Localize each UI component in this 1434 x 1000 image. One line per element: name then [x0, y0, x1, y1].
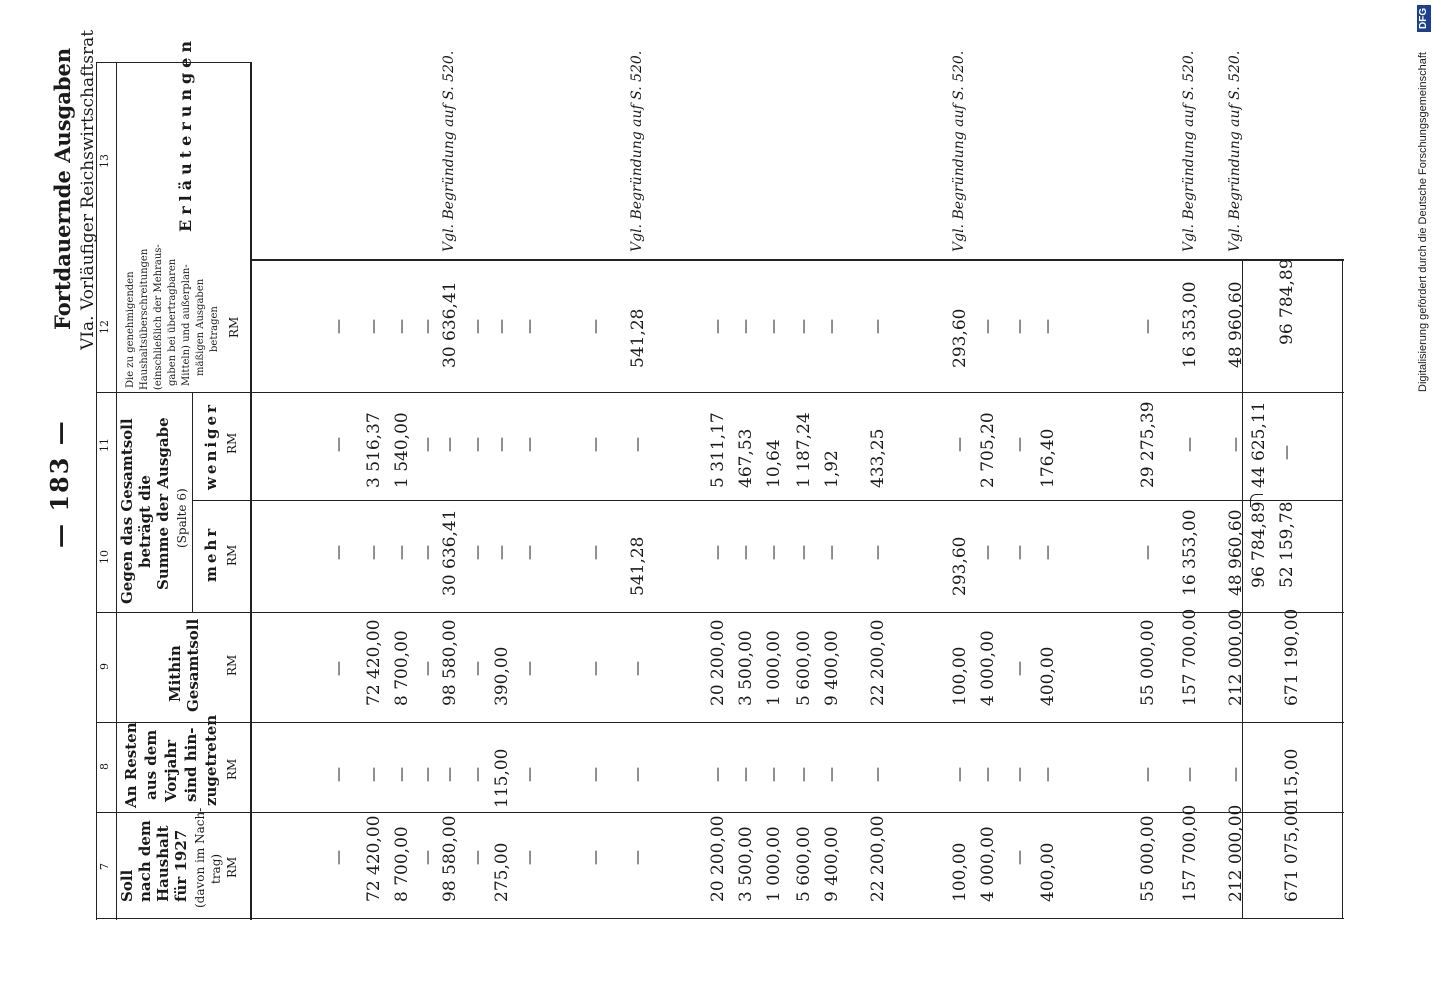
cell-soll: 400,00 — [1038, 842, 1058, 902]
total-mehr-net: 52 159,78 — [1277, 501, 1297, 588]
colnum-7: 7 — [98, 863, 111, 870]
cell-mehr: — — [868, 545, 886, 560]
cell-note: Vgl. Begründung auf S. 520. — [1181, 50, 1197, 252]
cell-reste: — — [418, 767, 436, 782]
cell-weniger: — — [468, 437, 486, 452]
cell-mehr: 293,60 — [950, 536, 970, 596]
cell-gesamtsoll: — — [628, 661, 646, 676]
cell-gesamtsoll: 390,00 — [492, 646, 512, 706]
cell-gesamtsoll: — — [329, 661, 347, 676]
cell-ueber: 293,60 — [950, 308, 970, 368]
cell-ueber: — — [978, 319, 996, 334]
header-weniger: weniger — [202, 402, 220, 490]
cell-weniger: 176,40 — [1038, 428, 1058, 488]
cell-ueber: — — [764, 319, 782, 334]
cell-note: Vgl. Begründung auf S. 520. — [441, 50, 457, 252]
cell-mehr: — — [364, 545, 382, 560]
cell-reste: — — [520, 767, 538, 782]
cell-soll: 72 420,00 — [364, 815, 384, 902]
cell-ueber: — — [708, 319, 726, 334]
cell-gesamtsoll: — — [586, 661, 604, 676]
cell-mehr: — — [392, 545, 410, 560]
cell-reste: — — [1138, 767, 1156, 782]
cell-gesamtsoll: 212 000,00 — [1226, 608, 1246, 706]
cell-soll: 9 400,00 — [822, 826, 842, 902]
cell-mehr: — — [764, 545, 782, 560]
cell-soll: — — [628, 850, 646, 865]
cell-soll: 275,00 — [492, 842, 512, 902]
cell-weniger: — — [1010, 437, 1028, 452]
cell-soll: 55 000,00 — [1138, 815, 1158, 902]
cell-soll: 157 700,00 — [1180, 804, 1200, 902]
cell-reste: — — [628, 767, 646, 782]
cell-gesamtsoll: 1 000,00 — [764, 630, 784, 706]
cell-reste: — — [794, 767, 812, 782]
cell-soll: — — [329, 850, 347, 865]
cell-gesamtsoll: 100,00 — [950, 646, 970, 706]
cell-ueber: — — [468, 319, 486, 334]
cell-mehr: 16 353,00 — [1180, 509, 1200, 596]
cell-soll: 100,00 — [950, 842, 970, 902]
cell-gesamtsoll: — — [1010, 661, 1028, 676]
cell-reste: — — [950, 767, 968, 782]
cell-mehr: — — [1138, 545, 1156, 560]
dfg-logo: DFG — [1417, 5, 1431, 32]
cell-soll: 98 580,00 — [440, 815, 460, 902]
cell-mehr: — — [1010, 545, 1028, 560]
cell-weniger: — — [418, 437, 436, 452]
header-mehr: mehr — [202, 525, 220, 582]
cell-reste: — — [364, 767, 382, 782]
cell-gesamtsoll: 157 700,00 — [1180, 608, 1200, 706]
total-mehr: 96 784,89 — [1249, 501, 1269, 588]
cell-ueber: — — [1010, 319, 1028, 334]
cell-gesamtsoll: 55 000,00 — [1138, 619, 1158, 706]
cell-ueber: — — [868, 319, 886, 334]
cell-weniger: 1,92 — [822, 450, 842, 488]
cell-weniger: — — [492, 437, 510, 452]
cell-weniger: — — [1180, 437, 1198, 452]
cell-reste: — — [978, 767, 996, 782]
footer-credit: Digitalisierung gefördert durch die Deutsche Forschungsgemeinschaft — [1417, 52, 1429, 392]
cell-soll: 20 200,00 — [708, 815, 728, 902]
cell-reste: — — [868, 767, 886, 782]
section-subtitle: VIa. Vorläufiger Reichswirtschaftsrat — [78, 29, 98, 350]
cell-ueber: — — [794, 319, 812, 334]
cell-mehr: 541,28 — [628, 536, 648, 596]
cell-mehr: — — [736, 545, 754, 560]
cell-soll: — — [418, 850, 436, 865]
cell-gesamtsoll: 20 200,00 — [708, 619, 728, 706]
cell-weniger: 29 275,39 — [1138, 401, 1158, 488]
cell-mehr: — — [492, 545, 510, 560]
cell-mehr: — — [418, 545, 436, 560]
cell-reste: 115,00 — [492, 748, 512, 808]
colnum-11: 11 — [98, 438, 111, 452]
rule-table-end — [1342, 259, 1343, 919]
cell-gesamtsoll: — — [520, 661, 538, 676]
rule-top-edge — [96, 62, 97, 920]
cell-weniger: 1 540,00 — [392, 412, 412, 488]
cell-ueber: — — [364, 319, 382, 334]
rule-c10-c11 — [192, 500, 1342, 501]
cell-reste: — — [329, 767, 347, 782]
cell-soll: 8 700,00 — [392, 826, 412, 902]
cell-gesamtsoll: 400,00 — [1038, 646, 1058, 706]
rule-header-bottom — [250, 62, 252, 920]
cell-weniger: 10,64 — [764, 439, 784, 488]
cell-soll: 5 600,00 — [794, 826, 814, 902]
total-weniger: 44 625,11 — [1249, 401, 1269, 488]
cell-mehr: — — [822, 545, 840, 560]
total-reste: 115,00 — [1282, 748, 1302, 808]
cell-mehr: — — [794, 545, 812, 560]
cell-gesamtsoll: 22 200,00 — [868, 619, 888, 706]
page-number: — 183 — — [45, 419, 74, 548]
cell-gesamtsoll: 5 600,00 — [794, 630, 814, 706]
colnum-12: 12 — [98, 320, 111, 334]
cell-gesamtsoll: 4 000,00 — [978, 630, 998, 706]
cell-reste: — — [586, 767, 604, 782]
cell-weniger: 5 311,17 — [708, 412, 728, 488]
cell-weniger: 3 516,37 — [364, 412, 384, 488]
cell-gesamtsoll: 9 400,00 — [822, 630, 842, 706]
cell-weniger: — — [950, 437, 968, 452]
rule-subheader — [192, 392, 193, 612]
rule-c9-c10 — [96, 612, 1344, 613]
cell-mehr: 30 636,41 — [440, 509, 460, 596]
rule-c11-c12 — [96, 392, 1344, 393]
cell-reste: — — [468, 767, 486, 782]
cell-mehr: — — [1038, 545, 1056, 560]
total-gesamtsoll: 671 190,00 — [1282, 608, 1302, 706]
cell-soll: 22 200,00 — [868, 815, 888, 902]
cell-reste: — — [392, 767, 410, 782]
rule-right-edge — [96, 62, 250, 63]
total-ueber: 96 784,89 — [1277, 258, 1297, 345]
cell-reste: — — [1038, 767, 1056, 782]
cell-ueber: 16 353,00 — [1180, 281, 1200, 368]
cell-soll: 1 000,00 — [764, 826, 784, 902]
cell-weniger: 467,53 — [736, 428, 756, 488]
cell-ueber: — — [586, 319, 604, 334]
cell-ueber: 48 960,60 — [1226, 281, 1246, 368]
cell-reste: — — [1180, 767, 1198, 782]
colnum-9: 9 — [98, 663, 111, 670]
cell-weniger: — — [1226, 437, 1244, 452]
cell-soll: 4 000,00 — [978, 826, 998, 902]
cell-ueber: — — [822, 319, 840, 334]
cell-mehr: 48 960,60 — [1226, 509, 1246, 596]
cell-note: Vgl. Begründung auf S. 520. — [629, 50, 645, 252]
cell-weniger: — — [586, 437, 604, 452]
cell-reste: — — [764, 767, 782, 782]
cell-soll: — — [1010, 850, 1028, 865]
rule-colnum-row — [116, 62, 117, 920]
cell-ueber: — — [520, 319, 538, 334]
cell-soll: 3 500,00 — [736, 826, 756, 902]
cell-gesamtsoll: — — [418, 661, 436, 676]
cell-ueber: 541,28 — [628, 308, 648, 368]
cell-weniger: — — [440, 437, 458, 452]
cell-ueber: — — [418, 319, 436, 334]
cell-soll: — — [468, 850, 486, 865]
cell-gesamtsoll: — — [468, 661, 486, 676]
cell-ueber: — — [329, 319, 347, 334]
cell-soll: — — [520, 850, 538, 865]
cell-ueber: — — [492, 319, 510, 334]
rule-c7-c8 — [96, 812, 1344, 813]
cell-gesamtsoll: 98 580,00 — [440, 619, 460, 706]
cell-mehr: — — [978, 545, 996, 560]
cell-gesamtsoll: 8 700,00 — [392, 630, 412, 706]
cell-reste: — — [736, 767, 754, 782]
cell-note: Vgl. Begründung auf S. 520. — [951, 50, 967, 252]
rule-left-edge — [96, 918, 1344, 919]
cell-mehr: — — [708, 545, 726, 560]
cell-ueber: — — [1138, 319, 1156, 334]
cell-weniger: — — [628, 437, 646, 452]
cell-reste: — — [1226, 767, 1244, 782]
cell-mehr: — — [586, 545, 604, 560]
cell-gesamtsoll: 72 420,00 — [364, 619, 384, 706]
cell-weniger: 1 187,24 — [794, 412, 814, 488]
total-weniger-net: — — [1277, 445, 1295, 460]
cell-mehr: — — [520, 545, 538, 560]
rule-c12-c13 — [250, 259, 1344, 261]
colnum-10: 10 — [98, 550, 111, 564]
cell-mehr: — — [468, 545, 486, 560]
cell-note: Vgl. Begründung auf S. 520. — [1227, 50, 1243, 252]
cell-mehr: — — [329, 545, 347, 560]
cell-gesamtsoll: 3 500,00 — [736, 630, 756, 706]
section-title: Fortdauernde Ausgaben — [50, 47, 75, 330]
cell-reste: — — [822, 767, 840, 782]
cell-weniger: 433,25 — [868, 428, 888, 488]
cell-reste: — — [440, 767, 458, 782]
cell-ueber: — — [1038, 319, 1056, 334]
cell-reste: — — [708, 767, 726, 782]
cell-reste: — — [1010, 767, 1028, 782]
cell-ueber: 30 636,41 — [440, 281, 460, 368]
colnum-13: 13 — [98, 154, 111, 168]
cell-ueber: — — [392, 319, 410, 334]
cell-weniger: 2 705,20 — [978, 412, 998, 488]
colnum-8: 8 — [98, 763, 111, 770]
cell-weniger: — — [520, 437, 538, 452]
cell-soll: — — [586, 850, 604, 865]
header-erlaeuterungen: Erläuterungen — [176, 36, 195, 232]
total-soll: 671 075,00 — [1282, 804, 1302, 902]
cell-soll: 212 000,00 — [1226, 804, 1246, 902]
cell-weniger: — — [329, 437, 347, 452]
rule-c8-c9 — [96, 722, 1344, 723]
cell-ueber: — — [736, 319, 754, 334]
